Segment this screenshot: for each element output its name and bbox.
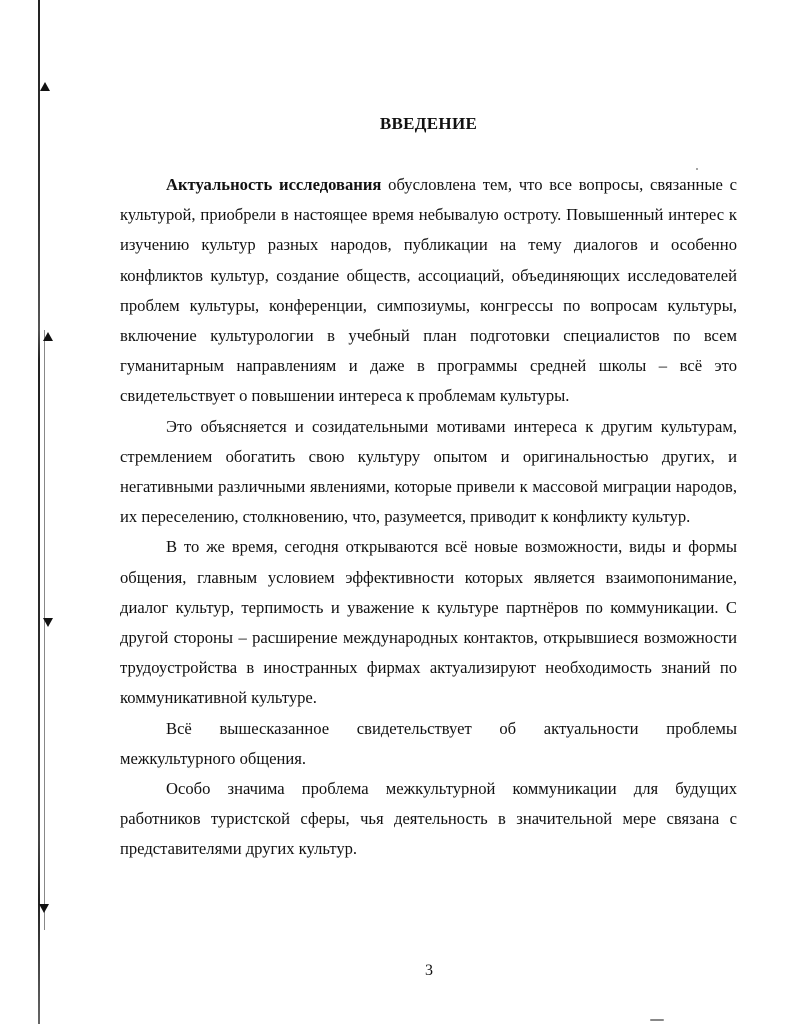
paragraph-1 bbox=[120, 170, 737, 412]
scan-arrow-icon bbox=[43, 332, 53, 341]
scan-arrow-icon bbox=[40, 82, 50, 91]
scan-edge-line bbox=[38, 0, 40, 1024]
paragraph-2: Это объясняется и созидательными мотивами интереса к другим культурам, стремлением обогатить свою культуру опытом и оригинальностью других, и негативными различными явлениями, которые привели к массовой миграции народов, их переселению, столкновению, что, разумеется, приводит к конфликту культур. bbox=[120, 416, 737, 527]
body-text bbox=[120, 170, 737, 865]
paragraph-1-text: обусловлена тем, что все вопросы, связанные с культурой, приобрели в настоящее время небывалую остроту. Повышенный интерес к изучению культур разных народов, публикации на тему диалогов и особенно конфликтов культур, создание обществ, ассоциаций, объединяющих исследователей проблем культуры, конференции, симпозиумы, конгрессы по вопросам культуры, включение культурологии в учебный план подготовки специалистов по всем гуманитарным направлениям и даже в программы средней школы – всё это свидетельствует о повышении интереса к проблемам культуры. bbox=[120, 175, 737, 406]
scan-arrow-icon bbox=[43, 618, 53, 627]
paragraph-4: Всё вышесказанное свидетельствует об актуальности проблемы межкультурного общения. bbox=[120, 718, 737, 768]
paragraph-1-bold-lead: Актуальность исследования bbox=[166, 175, 382, 194]
page-title: ВВЕДЕНИЕ bbox=[379, 114, 478, 133]
page-number: 3 bbox=[425, 962, 433, 979]
scan-edge-line-thin bbox=[44, 330, 45, 930]
paragraph-5: Особо значима проблема межкультурной коммуникации для будущих работников туристской сферы, чья деятельность в значительной мере связана с представителями других культур. bbox=[120, 779, 737, 859]
paragraph-3: В то же время, сегодня открываются всё новые возможности, виды и формы общения, главным условием эффективности которых является взаимопонимание, диалог культур, терпимость и уважение к культуре партнёров по коммуникации. С другой стороны – расширение международных контактов, открывшиеся возможности трудоустройства в иностранных фирмах актуализируют необходимость знаний по коммуникативной культуре. bbox=[120, 537, 737, 708]
scan-arrow-icon bbox=[39, 904, 49, 913]
scan-speck bbox=[650, 1019, 664, 1021]
